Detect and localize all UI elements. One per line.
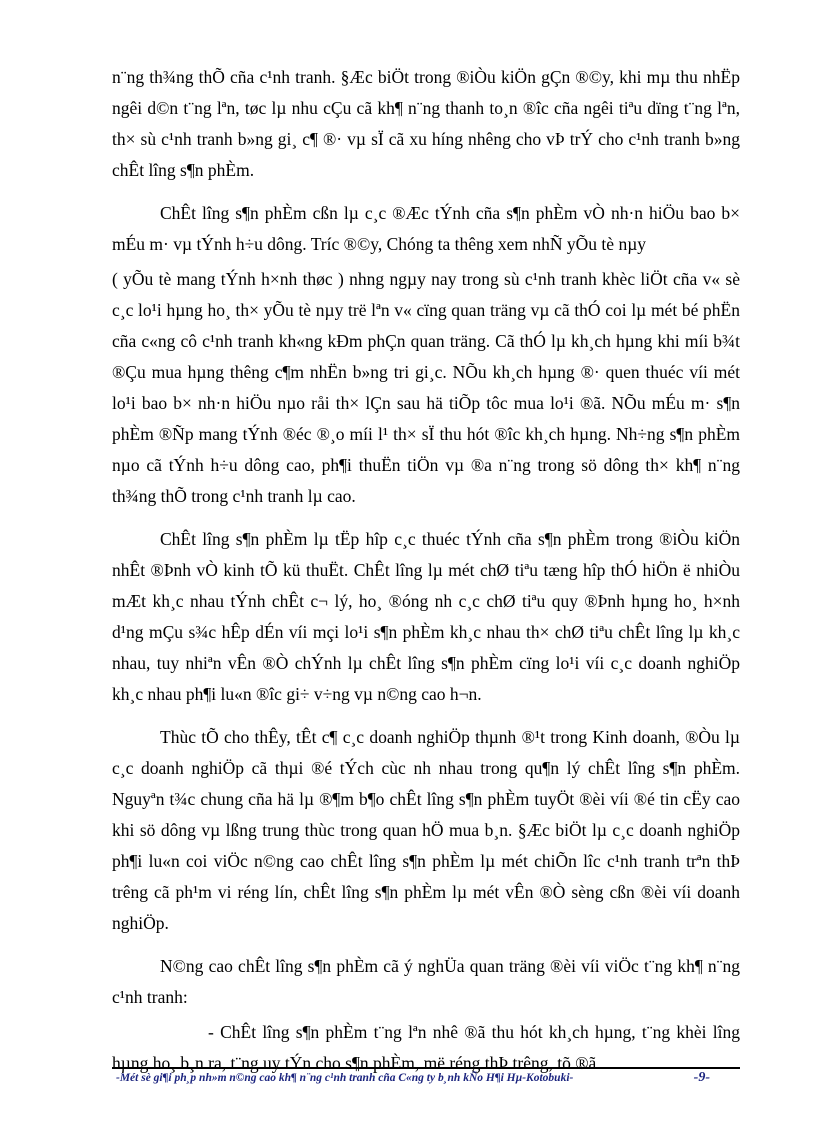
footer-title: -Mét sè gi¶i ph¸p nh»m n©ng cao kh¶ n¨ng c¹nh tranh cña C«ng ty b¸nh kÑo H¶i Hµ-Kotobuki- bbox=[116, 1072, 574, 1084]
page-number: -9- bbox=[693, 1070, 710, 1085]
page-footer bbox=[112, 1070, 740, 1092]
bullet-item: - ChÊt lîng s¶n phÈm t¨ng lªn nhê ®ã thu hót kh¸ch hµng, t¨ng khèi lîng hµng ho¸ b¸n ra, t¨ng uy tÝn cho s¶n phÈm, më réng thÞ trêng, tõ ®ã bbox=[112, 1022, 740, 1073]
paragraph-quality-definition: ChÊt lîng s¶n phÈm lµ tËp hîp c¸c thuéc tÝnh cña s¶n phÈm trong ®iÒu kiÖn nhÊt ®Þnh vÒ kinh tÕ kü thuËt. ChÊt lîng lµ mét chØ tiªu tæng hîp thÓ hiÖn ë nhiÒu mÆt kh¸c nhau tÝnh chÊt c¬ lý, ho¸ ®óng nh c¸c chØ tiªu quy ®Þnh hµng ho¸ h×nh d¹ng mÇu s¾c hÊp dÉn víi mçi lo¹i s¶n phÈm kh¸c nhau th× chØ tiªu chÊt lîng lµ kh¸c nhau, tuy nhiªn vÊn ®Ò chÝnh lµ chÊt lîng s¶n phÈm cïng lo¹i víi c¸c doanh nghiÖp kh¸c nhau ph¶i lu«n ®îc gi÷ v÷ng vµ n©ng cao h¬n. bbox=[112, 529, 740, 704]
footer-divider bbox=[112, 1067, 740, 1069]
paragraph-quality-attributes: ChÊt lîng s¶n phÈm cßn lµ c¸c ®Æc tÝnh cña s¶n phÈm vÒ nh·n hiÖu bao b× mÉu m· vµ tÝnh h÷u dông. Tríc ®©y, Chóng ta thêng xem nhÑ yÕu tè nµy bbox=[112, 203, 740, 254]
paragraph-continuation: n¨ng th¾ng thÕ cña c¹nh tranh. §Æc biÖt trong ®iÒu kiÖn gÇn ®©y, khi mµ thu nhËp ngêi d©n t¨ng lªn, tøc lµ nhu cÇu cã kh¶ n¨ng thanh to¸n ®îc cña ngêi tiªu dïng t¨ng lªn, th× sù c¹nh tranh b»ng gi¸ c¶ ®· vµ sÏ cã xu híng nhêng cho vÞ trÝ cho c¹nh tranh b»ng chÊt lîng s¶n phÈm. bbox=[112, 67, 740, 180]
paragraph-packaging-factor: ( yÕu tè mang tÝnh h×nh thøc ) nhng ngµy nay trong sù c¹nh tranh khèc liÖt cña v« sè c¸c lo¹i hµng ho¸ th× yÕu tè nµy trë lªn v« cïng quan träng vµ cã thÓ coi lµ mét bé phËn cña c«ng cô c¹nh tranh kh«ng kÐm phÇn quan träng. Cã thÓ lµ kh¸ch hµng khi míi b¾t ®Çu mua hµng thêng c¶m nhËn b»ng tri gi¸c. NÕu kh¸ch hµng ®· quen thuéc víi mét lo¹i bao b× nh·n hiÖu nµo råi th× lÇn sau hä tiÕp tôc mua lo¹i ®ã. NÕu mÉu m· s¶n phÈm ®Ñp mang tÝnh ®éc ®¸o míi l¹ th× sÏ thu hót ®îc kh¸ch hµng. Nh÷ng s¶n phÈm nµo cã tÝnh h÷u dông cao, ph¶i thuËn tiÖn vµ ®a n¨ng trong sö dông th× kh¶ n¨ng th¾ng thÕ trong c¹nh tranh lµ cao. bbox=[112, 269, 740, 506]
paragraph-improve-quality: N©ng cao chÊt lîng s¶n phÈm cã ý nghÜa quan träng ®èi víi viÖc t¨ng kh¶ n¨ng c¹nh tranh: bbox=[112, 956, 740, 1007]
paragraph-successful-enterprises: Thùc tÕ cho thÊy, tÊt c¶ c¸c doanh nghiÖp thµnh ®¹t trong Kinh doanh, ®Òu lµ c¸c doanh nghiÖp cã thµi ®é tÝch cùc nh nhau trong qu¶n lý chÊt lîng s¶n phÈm. Nguyªn t¾c chung cña hä lµ ®¶m b¶o chÊt lîng s¶n phÈm tuyÖt ®èi víi ®é tin cËy cao khi sö dông vµ lßng trung thùc trong quan hÖ mua b¸n. §Æc biÖt lµ c¸c doanh nghiÖp ph¶i lu«n coi viÖc n©ng cao chÊt lîng s¶n phÈm lµ mét chiÕn lîc c¹nh tranh trªn thÞ trêng cã ph¹m vi réng lín, chÊt lîng s¶n phÈm lµ mét vÊn ®Ò sèng cßn ®èi víi doanh nghiÖp. bbox=[112, 727, 740, 933]
body-text bbox=[112, 62, 740, 1091]
